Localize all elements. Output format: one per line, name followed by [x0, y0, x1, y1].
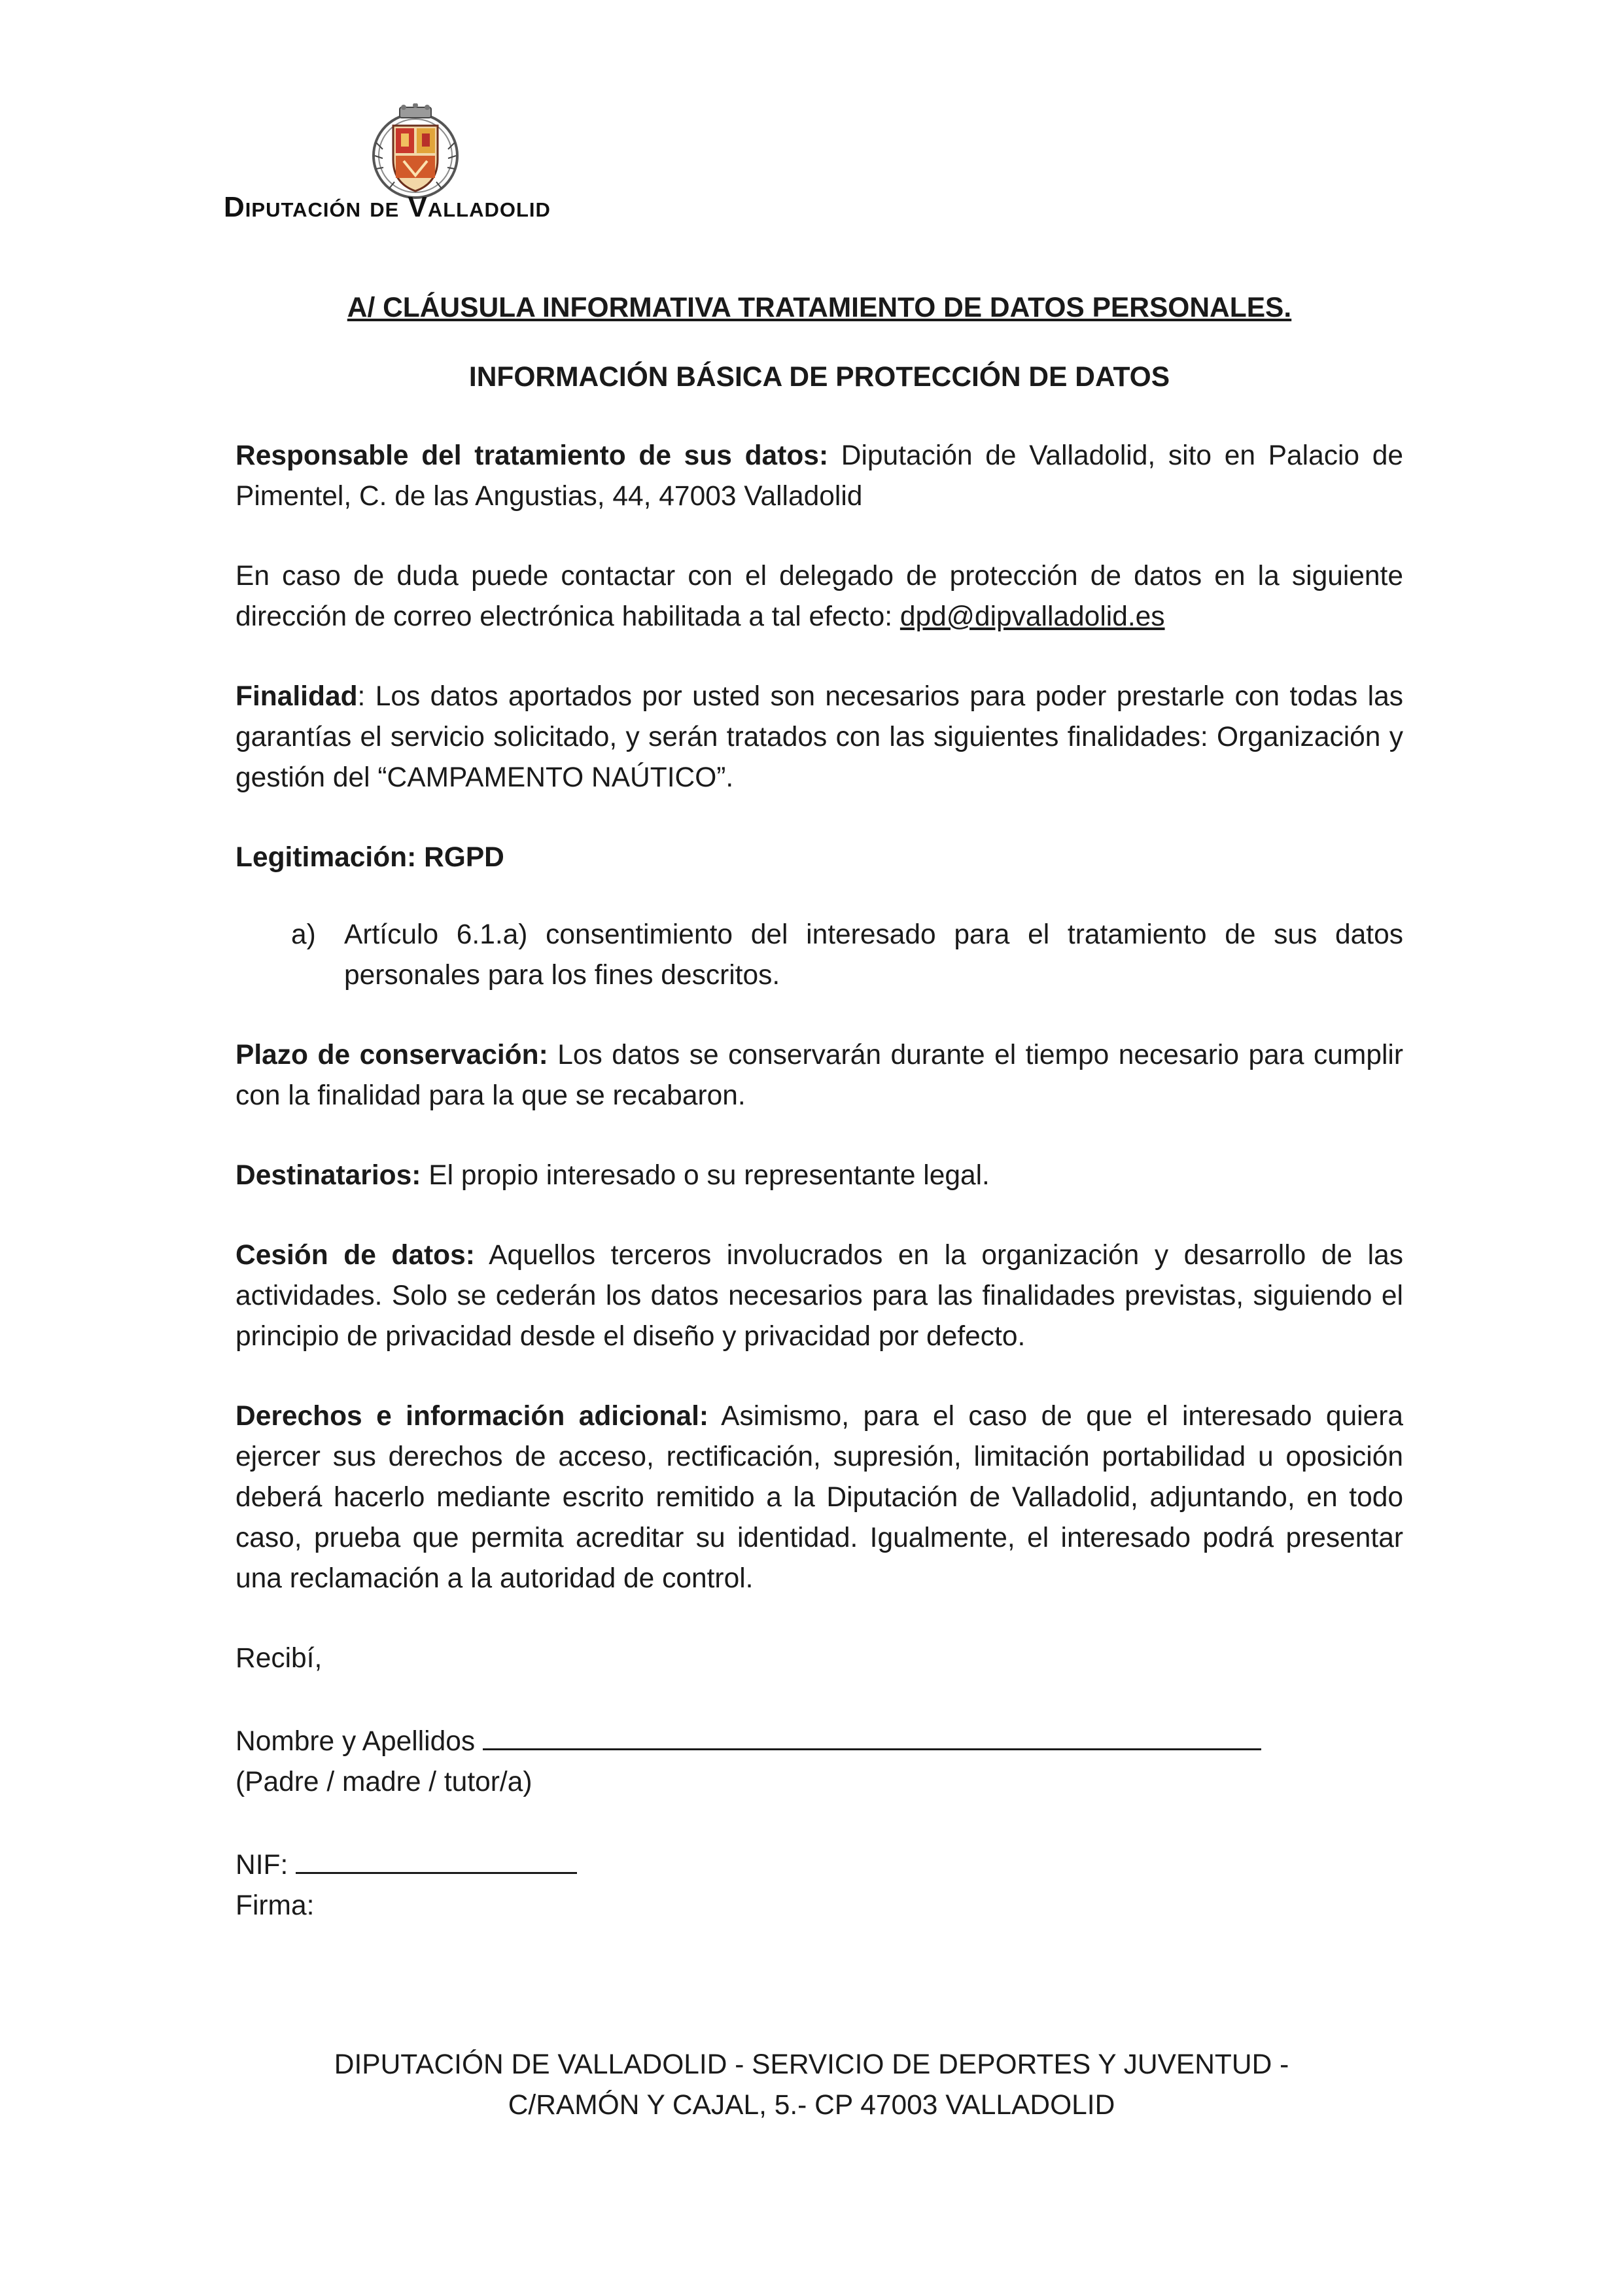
- cesion-text: Aquellos terceros involucrados en la organización y desarrollo de las actividades. Solo se cederán los datos necesarios para las finalidades previstas, siguiendo el principio de privacidad desde el diseño y privacidad por defecto.: [236, 1240, 1403, 1352]
- dpd-email-link[interactable]: dpd@dipvalladolid.es: [899, 601, 1165, 632]
- derechos-text: Asimismo, para el caso de que el interesado quiera ejercer sus derechos de acceso, rectificación, supresión, limitación portabilidad u oposición deberá hacerlo mediante escrito remitido a la Diputación de Valladolid, adjuntando, en todo caso, prueba que permita acreditar su identidad. Igualmente, el interesado podrá presentar una reclamación a la autoridad de control.: [236, 1401, 1403, 1594]
- contacto-paragraph: [236, 556, 1403, 637]
- signature-block: [236, 1638, 1403, 1926]
- cesion-label: Cesión de datos:: [236, 1240, 475, 1271]
- responsable-label: Responsable del tratamiento de sus datos:: [236, 440, 829, 471]
- derechos-paragraph: [236, 1396, 1403, 1599]
- firma-label: Firma:: [236, 1890, 315, 1921]
- finalidad-paragraph: [236, 677, 1403, 798]
- list-marker: a): [291, 919, 316, 950]
- contacto-text: En caso de duda puede contactar con el delegado de protección de datos en la siguiente dirección de correo electrónica habilitada a tal efecto:: [236, 561, 1403, 632]
- nif-row: [236, 1842, 1403, 1886]
- legitimacion-heading: Legitimación: RGPD: [236, 842, 504, 873]
- institution-logo: [216, 98, 615, 229]
- legitimacion-list-item: [236, 915, 1403, 996]
- nombre-row: [236, 1718, 1403, 1762]
- responsable-paragraph: [236, 436, 1403, 517]
- derechos-label: Derechos e información adicional:: [236, 1401, 709, 1432]
- coat-of-arms-icon: [363, 103, 468, 205]
- destinatarios-paragraph: [236, 1156, 1403, 1196]
- page-footer: [196, 2045, 1427, 2126]
- finalidad-label: Finalidad: [236, 681, 358, 712]
- document-body: [236, 288, 1403, 1926]
- nif-signature-line[interactable]: [296, 1842, 577, 1874]
- plazo-text: Los datos se conservarán durante el tiempo necesario para cumplir con la finalidad para la que se recabaron.: [236, 1040, 1403, 1111]
- nif-label: NIF:: [236, 1850, 288, 1881]
- footer-line-2: C/RAMÓN Y CAJAL, 5.- CP 47003 VALLADOLID: [508, 2090, 1115, 2121]
- responsable-text: Diputación de Valladolid, sito en Palacio de Pimentel, C. de las Angustias, 44, 47003 Valladolid: [236, 440, 1403, 512]
- nombre-label: Nombre y Apellidos: [236, 1726, 476, 1757]
- plazo-paragraph: [236, 1035, 1403, 1116]
- destinatarios-label: Destinatarios:: [236, 1160, 421, 1191]
- footer-line-1: DIPUTACIÓN DE VALLADOLID - SERVICIO DE DEPORTES Y JUVENTUD -: [334, 2049, 1289, 2080]
- cesion-paragraph: [236, 1235, 1403, 1357]
- finalidad-text: : Los datos aportados por usted son necesarios para poder prestarle con todas las garantías el servicio solicitado, y serán tratados con las siguientes finalidades: Organización y gestión del “CAMPAMENTO NAÚTICO”.: [236, 681, 1403, 793]
- document-title: A/ CLÁUSULA INFORMATIVA TRATAMIENTO DE DATOS PERSONALES.: [347, 292, 1292, 323]
- plazo-label: Plazo de conservación:: [236, 1040, 548, 1070]
- logo-wordmark: Diputación de Valladolid: [224, 191, 551, 223]
- destinatarios-text: El propio interesado o su representante legal.: [421, 1160, 990, 1191]
- parent-note: (Padre / madre / tutor/a): [236, 1767, 532, 1797]
- document-subtitle: INFORMACIÓN BÁSICA DE PROTECCIÓN DE DATOS: [468, 362, 1170, 393]
- nombre-signature-line[interactable]: [483, 1718, 1261, 1750]
- legitimacion-item-text: Artículo 6.1.a) consentimiento del interesado para el tratamiento de sus datos personales para los fines descritos.: [344, 919, 1403, 991]
- recibi-text: Recibí,: [236, 1643, 323, 1674]
